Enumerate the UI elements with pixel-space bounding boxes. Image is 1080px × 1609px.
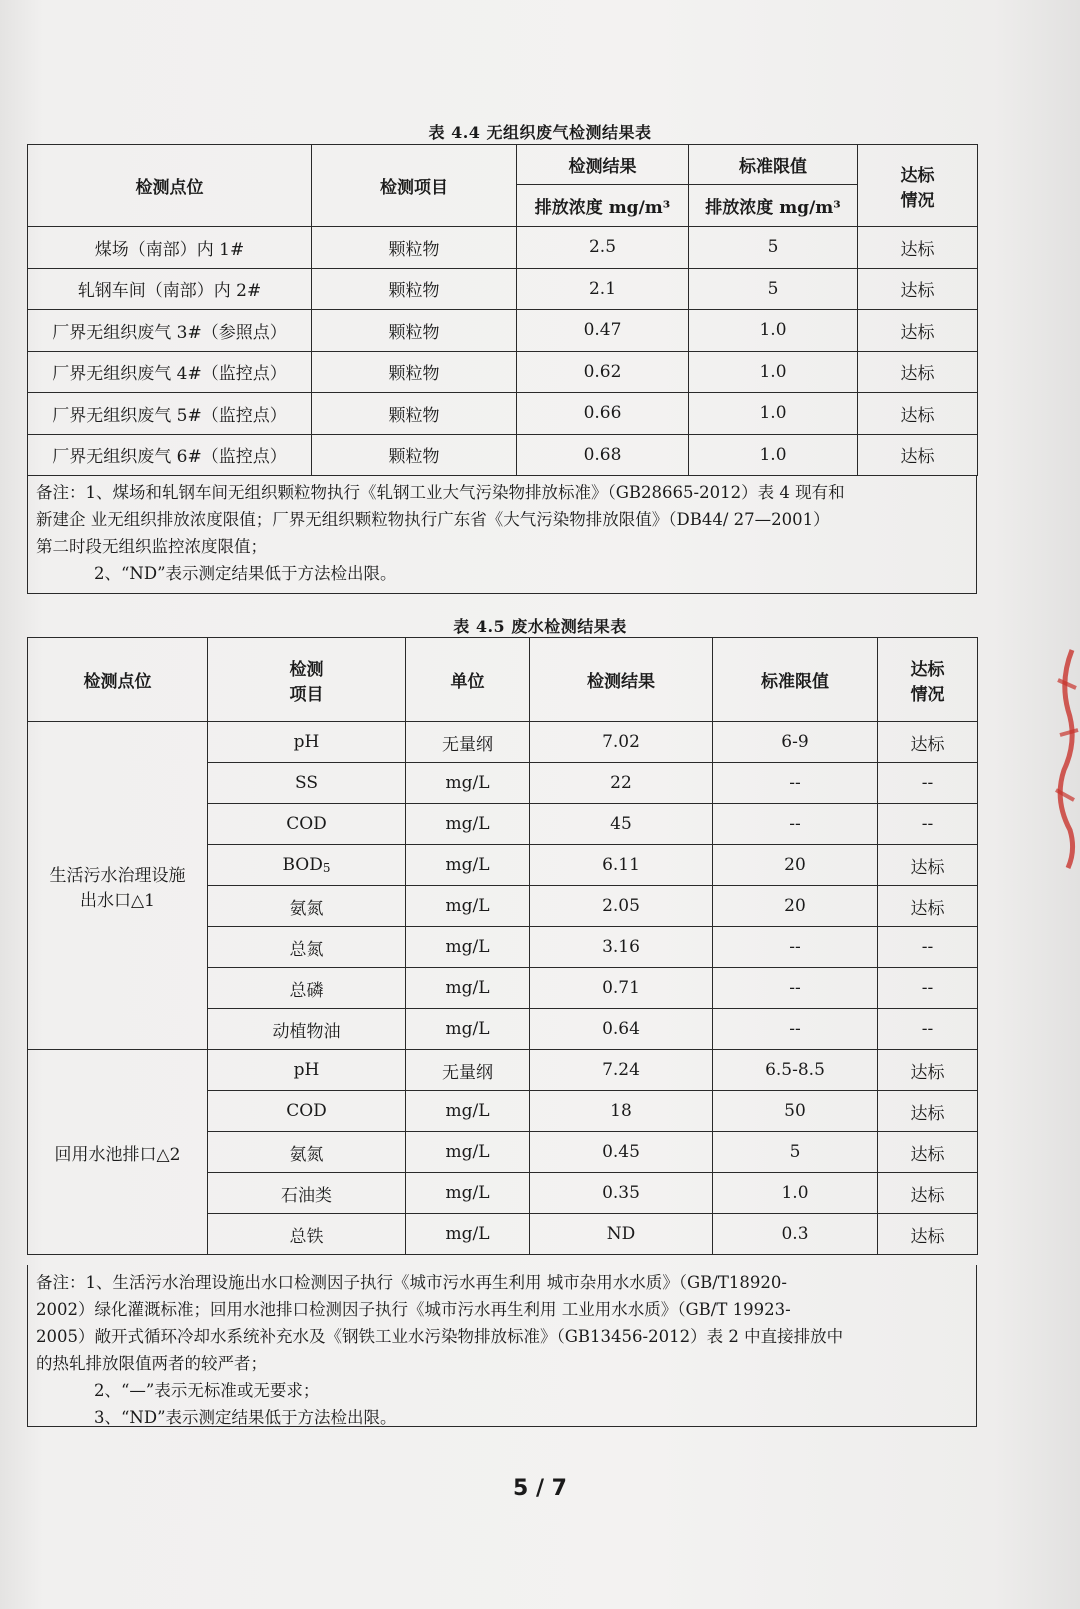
table-row	[28, 351, 978, 393]
cell-item: 颗粒物	[312, 434, 517, 476]
cell-status: 达标	[858, 268, 978, 310]
cell-limit: 50	[713, 1091, 878, 1132]
cell-status: 达标	[858, 310, 978, 352]
cell-limit: 0.3	[713, 1214, 878, 1255]
note-line: 3、“ND”表示测定结果低于方法检出限。	[94, 1408, 397, 1427]
cell-item: 颗粒物	[312, 351, 517, 393]
cell-status: 达标	[858, 393, 978, 435]
cell-item: 总铁	[208, 1214, 406, 1255]
note-line: 第二时段无组织监控浓度限值；	[36, 537, 267, 556]
header-location: 检测点位	[28, 145, 312, 227]
cell-location: 厂界无组织废气 6#（监控点）	[28, 434, 312, 476]
cell-location: 生活污水治理设施 出水口△1	[28, 722, 208, 1050]
note-line: 新建企 业无组织排放浓度限值；厂界无组织颗粒物执行广东省《大气污染物排放限值》（DB44/ 27—2001）	[36, 510, 830, 529]
header-result-sub: 排放浓度 mg/m³	[517, 185, 689, 227]
cell-item: 颗粒物	[312, 310, 517, 352]
table-row	[28, 434, 978, 476]
note-line: 2、“—”表示无标准或无要求；	[94, 1381, 320, 1400]
cell-result: ND	[530, 1214, 713, 1255]
header-item: 检测 项目	[208, 638, 406, 722]
table1-caption: 表 4.4 无组织废气检测结果表	[428, 123, 652, 142]
cell-limit: 20	[713, 845, 878, 886]
cell-status: 达标	[858, 227, 978, 269]
cell-result: 0.45	[530, 1132, 713, 1173]
header-result: 检测结果	[530, 638, 713, 722]
note-line: 的热轧排放限值两者的较严者；	[36, 1354, 267, 1373]
cell-unit: mg/L	[406, 968, 530, 1009]
cell-result: 45	[530, 804, 713, 845]
cell-result: 7.02	[530, 722, 713, 763]
table-row	[28, 227, 978, 269]
cell-unit: mg/L	[406, 1132, 530, 1173]
cell-result: 0.64	[530, 1009, 713, 1050]
cell-unit: 无量纲	[406, 722, 530, 763]
cell-location: 回用水池排口△2	[28, 1050, 208, 1255]
note-line: 2002）绿化灌溉标准；回用水池排口检测因子执行《城市污水再生利用 工业用水水质》（GB/T 19923-	[36, 1300, 791, 1319]
header-status: 达标 情况	[878, 638, 978, 722]
cell-unit: mg/L	[406, 886, 530, 927]
cell-result: 0.35	[530, 1173, 713, 1214]
cell-unit: 无量纲	[406, 1050, 530, 1091]
cell-status: 达标	[858, 351, 978, 393]
cell-result: 0.62	[517, 351, 689, 393]
cell-unit: mg/L	[406, 845, 530, 886]
cell-result: 2.5	[517, 227, 689, 269]
cell-limit: --	[713, 927, 878, 968]
cell-status: --	[878, 804, 978, 845]
cell-status: 达标	[878, 1132, 978, 1173]
cell-limit: 20	[713, 886, 878, 927]
cell-item: 总氮	[208, 927, 406, 968]
cell-item: 石油类	[208, 1173, 406, 1214]
note-line: 2005）敞开式循环冷却水系统补充水及《钢铁工业水污染物排放标准》（GB13456-2012）表 2 中直接排放中	[36, 1327, 844, 1346]
cell-item: SS	[208, 763, 406, 804]
cell-status: 达标	[878, 845, 978, 886]
cell-status: 达标	[878, 1214, 978, 1255]
cell-result: 6.11	[530, 845, 713, 886]
cell-unit: mg/L	[406, 1173, 530, 1214]
table2-notes	[27, 1265, 977, 1427]
table-row	[28, 722, 978, 763]
cell-limit: 1.0	[689, 393, 858, 435]
cell-unit: mg/L	[406, 804, 530, 845]
cell-unit: mg/L	[406, 1214, 530, 1255]
cell-status: --	[878, 763, 978, 804]
cell-limit: 5	[689, 268, 858, 310]
table-row	[28, 393, 978, 435]
header-limit: 标准限值	[689, 145, 858, 185]
cell-limit: --	[713, 1009, 878, 1050]
header-limit: 标准限值	[713, 638, 878, 722]
cell-item: pH	[208, 1050, 406, 1091]
table1	[27, 144, 978, 476]
cell-status: --	[878, 968, 978, 1009]
cell-unit: mg/L	[406, 763, 530, 804]
cell-status: 达标	[878, 1091, 978, 1132]
cell-limit: 1.0	[689, 434, 858, 476]
cell-location: 厂界无组织废气 5#（监控点）	[28, 393, 312, 435]
cell-location: 厂界无组织废气 4#（监控点）	[28, 351, 312, 393]
cell-limit: --	[713, 968, 878, 1009]
header-location: 检测点位	[28, 638, 208, 722]
cell-item: pH	[208, 722, 406, 763]
cell-status: 达标	[878, 722, 978, 763]
cell-item: 总磷	[208, 968, 406, 1009]
cell-item: $BOD_5$	[208, 845, 406, 886]
note-line: 备注：1、生活污水治理设施出水口检测因子执行《城市污水再生利用 城市杂用水水质》（GB/T18920-	[36, 1273, 787, 1292]
cell-result: 7.24	[530, 1050, 713, 1091]
cell-status: 达标	[858, 434, 978, 476]
header-limit-sub: 排放浓度 mg/m³	[689, 185, 858, 227]
red-stamp-icon	[1050, 640, 1080, 870]
cell-status: --	[878, 1009, 978, 1050]
cell-item: 颗粒物	[312, 227, 517, 269]
cell-result: 2.05	[530, 886, 713, 927]
cell-result: 22	[530, 763, 713, 804]
header-unit: 单位	[406, 638, 530, 722]
cell-result: 2.1	[517, 268, 689, 310]
cell-location: 轧钢车间（南部）内 2#	[28, 268, 312, 310]
cell-location: 厂界无组织废气 3#（参照点）	[28, 310, 312, 352]
cell-result: 0.66	[517, 393, 689, 435]
note-line: 备注：1、煤场和轧钢车间无组织颗粒物执行《轧钢工业大气污染物排放标准》（GB28665-2012）表 4 现有和	[36, 483, 845, 502]
table2	[27, 637, 978, 1255]
cell-unit: mg/L	[406, 1009, 530, 1050]
cell-unit: mg/L	[406, 1091, 530, 1132]
table-row	[28, 268, 978, 310]
table2-caption: 表 4.5 废水检测结果表	[453, 617, 627, 636]
cell-limit: --	[713, 763, 878, 804]
note-line: 2、“ND”表示测定结果低于方法检出限。	[94, 564, 397, 583]
cell-result: 0.47	[517, 310, 689, 352]
page-number: 5 / 7	[513, 1476, 567, 1501]
cell-item: COD	[208, 804, 406, 845]
cell-item: 氨氮	[208, 1132, 406, 1173]
cell-status: --	[878, 927, 978, 968]
cell-status: 达标	[878, 1173, 978, 1214]
cell-location: 煤场（南部）内 1#	[28, 227, 312, 269]
table1-notes	[27, 475, 977, 594]
cell-limit: 1.0	[713, 1173, 878, 1214]
cell-limit: 6.5-8.5	[713, 1050, 878, 1091]
cell-item: 颗粒物	[312, 268, 517, 310]
header-status: 达标 情况	[858, 145, 978, 227]
header-result: 检测结果	[517, 145, 689, 185]
cell-limit: 1.0	[689, 310, 858, 352]
cell-limit: 5	[689, 227, 858, 269]
cell-limit: 1.0	[689, 351, 858, 393]
cell-item: 颗粒物	[312, 393, 517, 435]
cell-limit: 5	[713, 1132, 878, 1173]
cell-result: 0.71	[530, 968, 713, 1009]
cell-item: 动植物油	[208, 1009, 406, 1050]
cell-item: COD	[208, 1091, 406, 1132]
cell-unit: mg/L	[406, 927, 530, 968]
table-row	[28, 1050, 978, 1091]
cell-item: 氨氮	[208, 886, 406, 927]
cell-result: 18	[530, 1091, 713, 1132]
header-item: 检测项目	[312, 145, 517, 227]
cell-result: 3.16	[530, 927, 713, 968]
cell-status: 达标	[878, 1050, 978, 1091]
cell-status: 达标	[878, 886, 978, 927]
cell-limit: --	[713, 804, 878, 845]
cell-result: 0.68	[517, 434, 689, 476]
table-row	[28, 310, 978, 352]
cell-limit: 6-9	[713, 722, 878, 763]
